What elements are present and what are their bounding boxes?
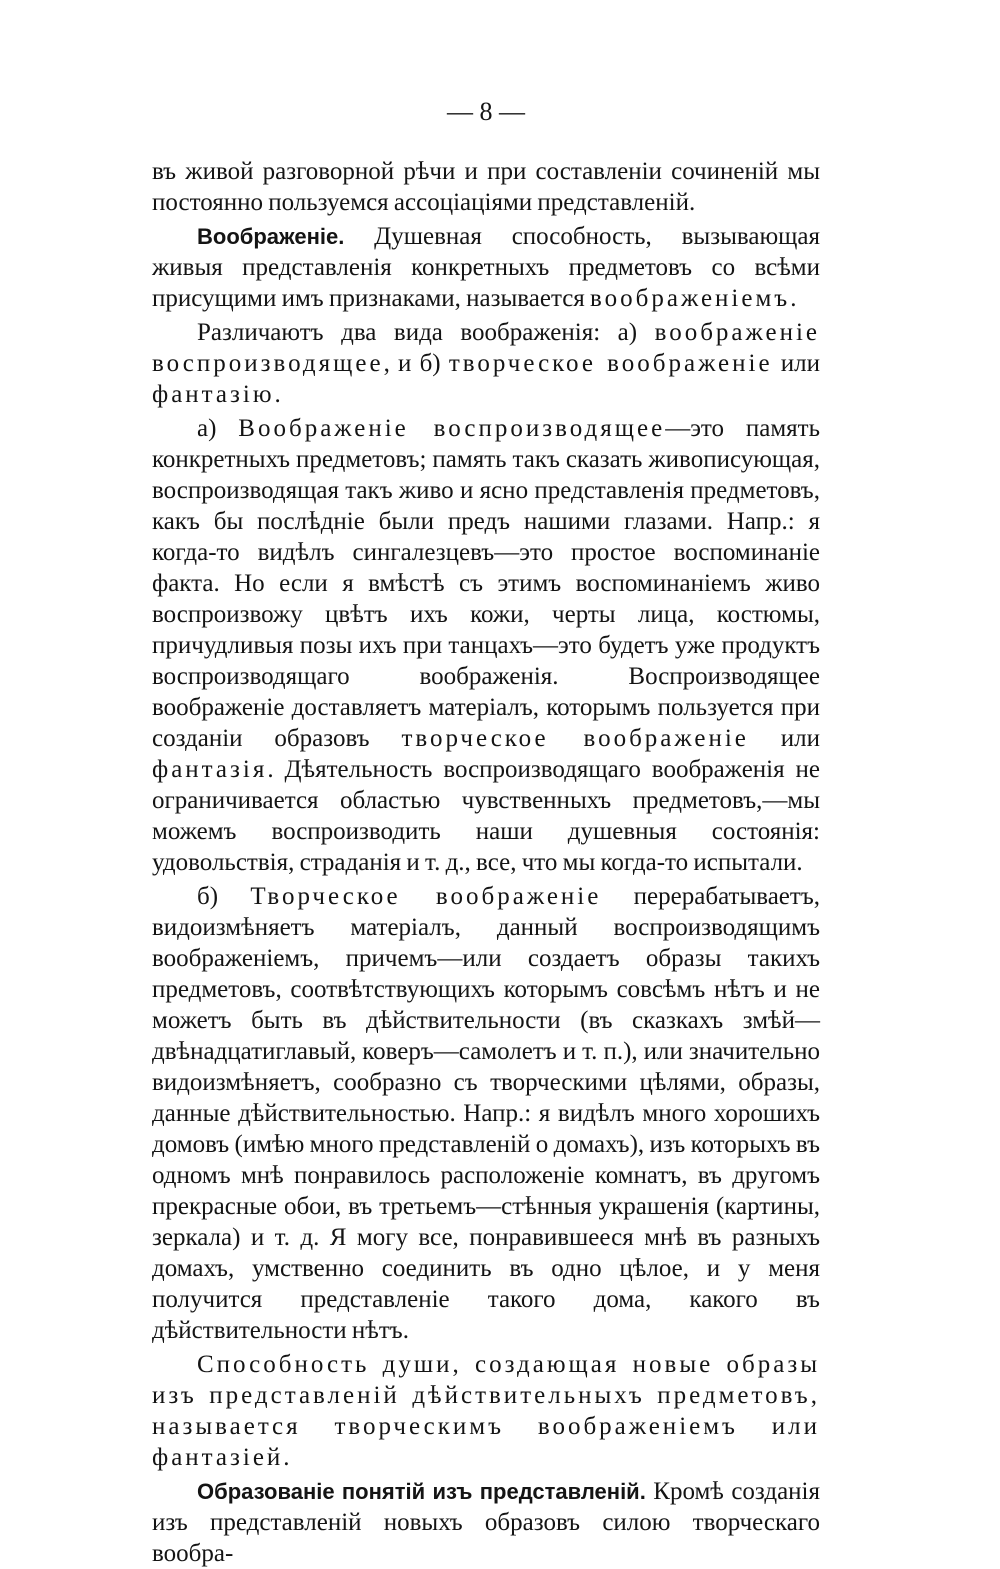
paragraph-text: или: [772, 350, 820, 377]
paragraph-text: , и б): [383, 350, 449, 377]
paragraph-text: Кромѣ созданія изъ представленій новыхъ образовъ силою творческаго вообра-: [152, 1478, 820, 1567]
paragraph-imagination: [152, 221, 820, 314]
paragraph-text: . Дѣятельность воспроизводящаго воображенія не ограничивается областью чувственныхъ предметовъ,—мы можемъ воспроизводить наши душевныя состоянія: удовольствія, страданія и т. д., все, что мы когда-то испытали.: [152, 756, 820, 876]
paragraph-continuation: [152, 156, 820, 218]
paragraph-text: Способность души, создающая новые образы изъ представленій дѣйствительныхъ предметовъ, называется: [152, 1351, 820, 1440]
spaced-term: фантазія: [152, 756, 268, 783]
spaced-term: воображеніе воспроизводящее: [152, 319, 820, 377]
spaced-term: воображеніемъ: [590, 285, 791, 312]
book-page: [152, 92, 820, 1569]
paragraph-text: а): [197, 415, 239, 442]
section-heading-imagination: Воображеніе.: [197, 224, 345, 249]
spaced-term: творческимъ воображеніемъ: [334, 1413, 738, 1440]
paragraph-text: въ живой разговорной рѣчи и при составленіи сочиненій мы постоянно пользуемся ассоціаціями представленій.: [152, 158, 820, 216]
spaced-term: фантазію: [152, 381, 275, 408]
paragraph-text: —это память конкретныхъ предметовъ; память такъ сказать живописующая, воспроизводящая такъ живо и ясно представленія предметовъ, какъ бы послѣдніе были предъ нашими глазами. Напр.: я когда-то видѣлъ сингалезцевъ—это простое воспоминаніе факта. Но если я вмѣстѣ съ этимъ воспоминаніемъ живо воспроизвожу цвѣтъ ихъ кожи, черты лица, костюмы, причудливыя позы ихъ при танцахъ—это будетъ уже продуктъ воспроизводящаго воображенія. Воспроизводящее воображеніе доставляетъ матеріалъ, которымъ пользуется при созданіи образовъ: [152, 415, 821, 752]
section-heading-concepts: Образованіе понятій изъ представленій.: [197, 1479, 646, 1504]
paragraph-text: Душевная способность, вызывающая живыя представленія конкретныхъ предметовъ со всѣми присущими имъ признаками, называется: [152, 223, 820, 312]
paragraph-text: .: [283, 1444, 293, 1471]
spaced-term: Воображеніе воспроизводящее: [238, 415, 666, 442]
paragraph-text: .: [790, 285, 797, 312]
paragraph-creative: [152, 881, 820, 1346]
spaced-term: творческое воображеніе: [448, 350, 773, 377]
paragraph-text: .: [274, 381, 281, 408]
page-number: — 8 —: [447, 97, 525, 126]
spaced-term: Творческое воображеніе: [250, 883, 602, 910]
paragraph-text: б): [197, 883, 251, 910]
paragraph-definition: [152, 1349, 820, 1473]
paragraph-text: или: [737, 1413, 821, 1440]
paragraph-text: или: [748, 725, 820, 752]
paragraph-reproductive: [152, 413, 820, 878]
paragraph-two-kinds: [152, 317, 820, 410]
spaced-term: фантазіей: [152, 1444, 284, 1471]
spaced-term: творческое воображеніе: [401, 725, 749, 752]
paragraph-text: Различаютъ два вида воображенія: а): [197, 319, 655, 346]
paragraph-concepts: [152, 1476, 820, 1569]
paragraph-text: перерабатываетъ, видоизмѣняетъ матеріалъ, данный воспроизводящимъ воображеніемъ, причемъ—или создаетъ образы такихъ предметовъ, соотвѣтствующихъ которымъ совсѣмъ нѣтъ и не можетъ быть въ дѣйствительности (въ сказкахъ змѣй—двѣнадцатиглавый, коверъ—самолетъ и т. п.), или значительно видоизмѣняетъ, сообразно съ творческими цѣлями, образы, данные дѣйствительностью. Напр.: я видѣлъ много хорошихъ домовъ (имѣю много представленій о домахъ), изъ которыхъ въ одномъ мнѣ понравилось расположеніе комнатъ, въ другомъ прекрасные обои, въ третьемъ—стѣнныя украшенія (картины, зеркала) и т. д. Я могу все, понравившееся мнѣ въ разныхъ домахъ, умственно соединить въ одно цѣлое, и у меня получится представленіе такого дома, какого въ дѣйствительности нѣтъ.: [152, 883, 821, 1344]
